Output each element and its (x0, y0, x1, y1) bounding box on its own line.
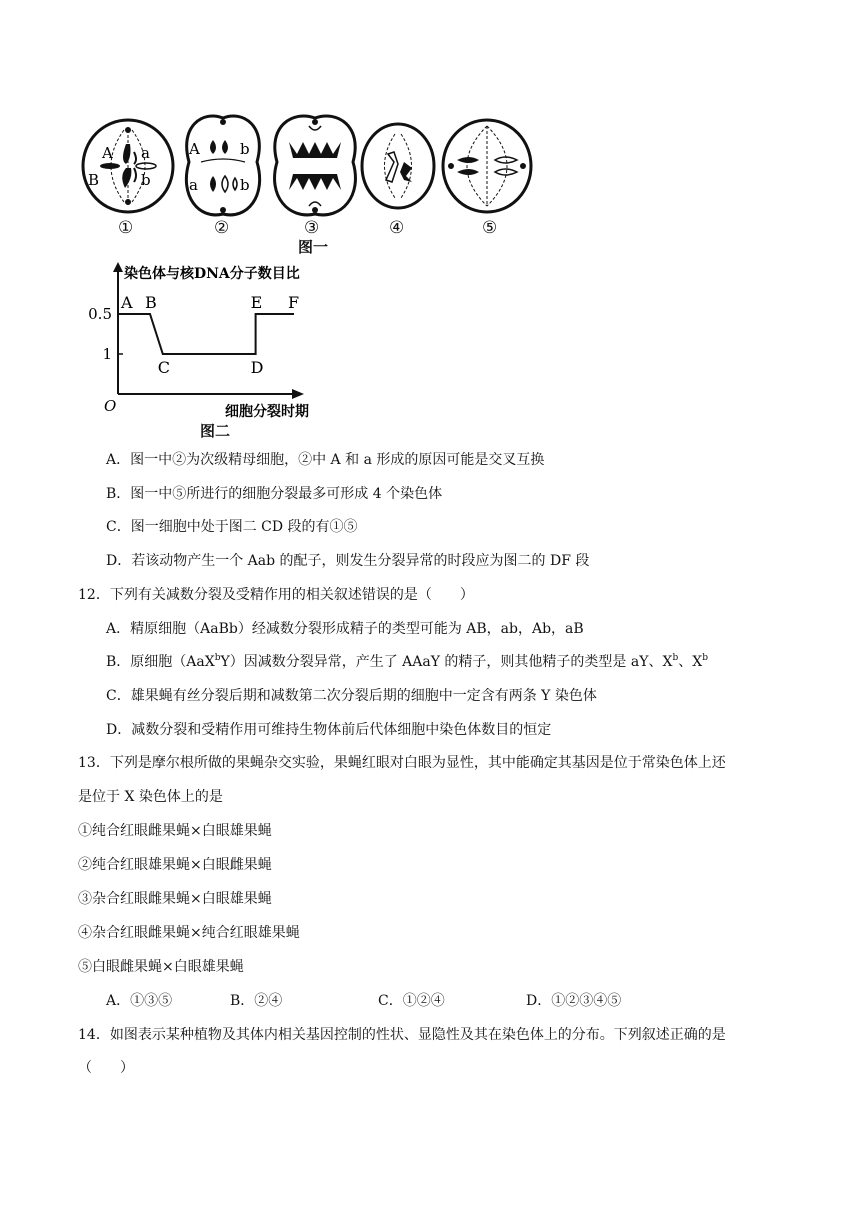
figure2-chart (80, 258, 350, 420)
y-axis-arrow (113, 262, 123, 272)
cell-1-letter-a: a (141, 144, 150, 162)
point-label-C: C (157, 358, 171, 377)
x-axis-arrow (292, 389, 304, 399)
point-label-A: A (121, 293, 133, 312)
cell-3-number: ③ (304, 218, 320, 238)
q14-stem-line2: （ ） (78, 1060, 134, 1076)
cell-1-letter-b: b (141, 171, 151, 189)
q12-option-c: C．雄果蝇有丝分裂后期和减数第二次分裂后期的细胞中一定含有两条 Y 染色体 (106, 688, 597, 704)
q12-option-b-part2: Y）因减数分裂异常，产生了 AAaY 的精子，则其他精子的类型是 aY、X (220, 654, 673, 670)
y-tick-label-1: 0.5 (88, 305, 112, 323)
q12-option-b-sup1: b (214, 653, 221, 663)
q13-choice-c: C．①②④ (378, 993, 445, 1009)
point-label-F: F (288, 293, 300, 312)
cell-5-diagram (443, 120, 531, 212)
x-axis-label: 细胞分裂时期 (225, 404, 309, 420)
origin-label: O (104, 397, 117, 415)
q13-cross-1: ①纯合红眼雌果蝇×白眼雄果蝇 (78, 823, 272, 839)
cell-1-letter-B: B (88, 171, 100, 189)
point-label-E: E (250, 293, 263, 312)
cell-2-letter-b: b (240, 140, 250, 158)
q13-choice-d: D．①②③④⑤ (526, 993, 622, 1009)
cell-5-number: ⑤ (482, 218, 498, 238)
figure2-caption: 图二 (200, 422, 231, 440)
cell-1-number: ① (118, 218, 134, 238)
cell-2-letter-A: A (189, 140, 200, 158)
q12-option-b-part1: B．原细胞（AaX (106, 654, 215, 670)
cell-4-number: ④ (389, 218, 405, 238)
cell-2-letter-a: a (189, 176, 198, 194)
q11-option-b: B．图一中⑤所进行的细胞分裂最多可形成 4 个染色体 (106, 486, 443, 502)
cell-4-diagram (362, 124, 434, 208)
cell-2-diagram (186, 116, 259, 215)
q13-stem-line2: 是位于 X 染色体上的是 (78, 789, 223, 805)
q13-choice-a: A．①③⑤ (106, 993, 173, 1009)
q13-cross-5: ⑤白眼雌果蝇×白眼雄果蝇 (78, 959, 244, 975)
q12-option-b-sup2: b (672, 653, 679, 663)
q13-choice-b: B．②④ (230, 993, 283, 1009)
q11-option-d: D．若该动物产生一个 Aab 的配子，则发生分裂异常的时段应为图二的 DF 段 (106, 553, 590, 569)
point-label-D: D (250, 358, 264, 377)
q12-option-b-sup3: b (702, 653, 708, 663)
data-line (118, 314, 294, 354)
figure1-caption: 图一 (298, 238, 329, 256)
cell-1-letter-A: A (102, 144, 113, 162)
q13-cross-3: ③杂合红眼雌果蝇×白眼雄果蝇 (78, 891, 272, 907)
cell-2-letter-b2: b (240, 176, 250, 194)
q13-cross-4: ④杂合红眼雌果蝇×纯合红眼雄果蝇 (78, 925, 300, 941)
q12-option-b (106, 652, 708, 672)
cell-2-number: ② (214, 218, 230, 238)
q13-cross-2: ②纯合红眼雄果蝇×白眼雌果蝇 (78, 857, 272, 873)
cell-1-diagram (83, 120, 173, 212)
y-tick-label-0: 1 (102, 345, 112, 363)
q14-stem-line1: 14．如图表示某种植物及其体内相关基因控制的性状、显隐性及其在染色体上的分布。下列叙述正确的是 (78, 1027, 726, 1043)
cell-3-diagram (275, 116, 356, 215)
q12-stem: 12．下列有关减数分裂及受精作用的相关叙述错误的是（ ） (78, 587, 474, 603)
point-label-B: B (145, 293, 157, 312)
q11-option-c: C．图一细胞中处于图二 CD 段的有①⑤ (106, 519, 358, 535)
q13-stem-line1: 13．下列是摩尔根所做的果蝇杂交实验，果蝇红眼对白眼为显性，其中能确定其基因是位于常染色体上还 (78, 755, 726, 771)
y-axis-label: 染色体与核DNA分子数目比 (124, 266, 300, 282)
q12-option-d: D．减数分裂和受精作用可维持生物体前后代体细胞中染色体数目的恒定 (106, 722, 552, 738)
q12-option-a: A．精原细胞（AaBb）经减数分裂形成精子的类型可能为 AB，ab，Ab，aB (106, 621, 584, 637)
q11-option-a: A．图一中②为次级精母细胞，②中 A 和 a 形成的原因可能是交叉互换 (106, 452, 545, 468)
q12-option-b-sep: 、X (678, 654, 703, 670)
